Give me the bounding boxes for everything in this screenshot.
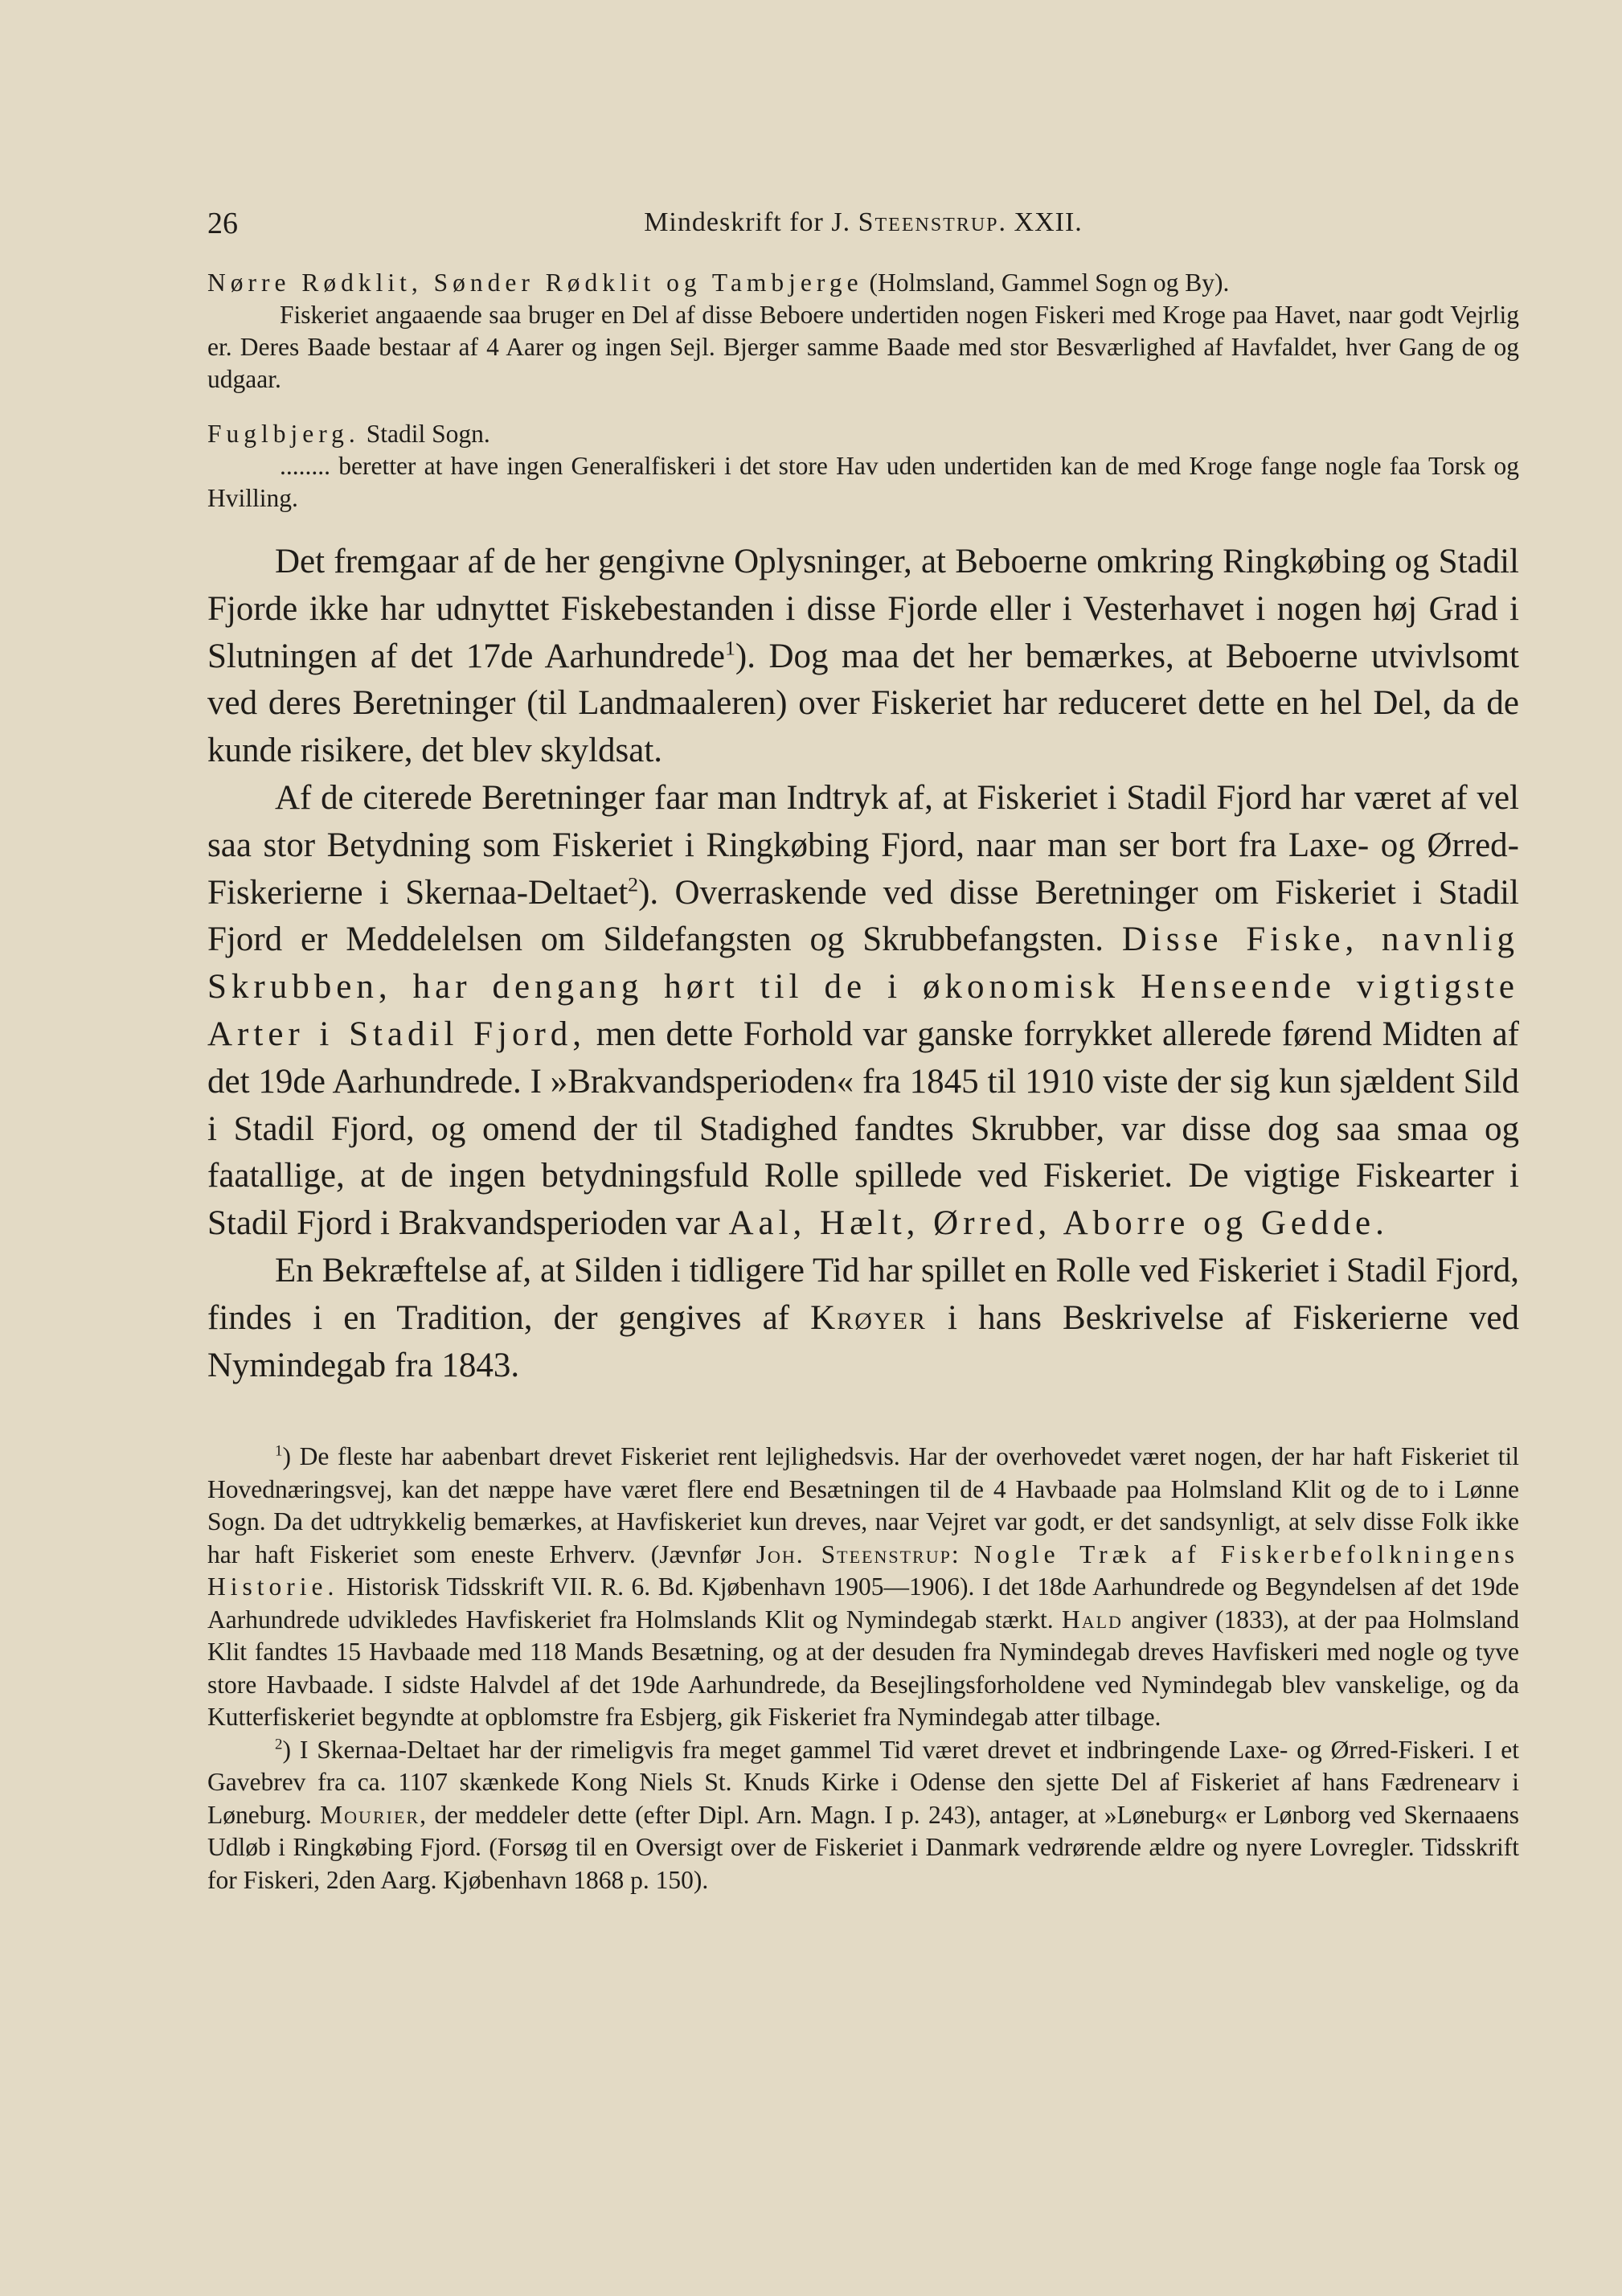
text-run: ) De fleste har aabenbart drevet Fiskeriet rent lejlighedsvis. Har der overhovedet været nogen, der har haft Fiskeriet til Hovednæringsvej, kan det næppe have været flere end Besætningen til de 4 Havbaade paa Holmsland Klit og de to i Lønne Sogn. Da det udtrykkelig bemærkes, at Havfiskeriet kun dreves, naar Vejret var godt, er det sandsynligt, at selv disse Folk ikke har haft Fiskeriet som eneste Erhverv. (Jævnfør bbox=[207, 1442, 1519, 1568]
source-entry-heading bbox=[207, 267, 1519, 299]
paragraph bbox=[207, 539, 1519, 775]
footnote-ref: 1 bbox=[724, 636, 735, 660]
page-number: 26 bbox=[207, 207, 238, 240]
source-quotations bbox=[207, 267, 1519, 515]
text-run: , der meddeler dette (efter Dipl. Arn. Magn. I p. 243), antager, at »Løneburg« er Lønborg ved Skernaaens Udløb i Ringkøbing Fjord. (Forsøg til en Oversigt over de Fiskeriet i Danmark vedrørende ældre og nyere Lovregler. Tidsskrift for Fiskeri, 2den Aarg. Kjøbenhavn 1868 p. 150). bbox=[207, 1800, 1519, 1894]
source-entry-text: ........ beretter at have ingen Generalfiskeri i det store Hav uden undertiden kan de med Kroge fange nogle faa Torsk og Hvilling. bbox=[207, 452, 1519, 512]
text-run: Historisk Tidsskrift VII. R. 6. Bd. Kjøbenhavn 1905—1906). I det 18de Aarhundrede og Begyndelsen af det 19de Aarhundrede udvikledes Havfiskeriet fra Holmslands Klit og Nymindegab stærkt. bbox=[207, 1572, 1519, 1634]
spaced-emphasis: Aal, Hælt, Ørred, Aborre og Gedde. bbox=[728, 1204, 1389, 1243]
spaced-emphasis: Disse Fiske, navnlig Skrubben, har dengang hørt til de i økonomisk Henseende vigtigste Arter i Stadil Fjord, bbox=[207, 920, 1520, 1053]
running-head bbox=[207, 206, 1519, 246]
source-entry-text: Fiskeriet angaaende saa bruger en Del af disse Beboere undertiden nogen Fiskeri med Kroge paa Havet, naar godt Vejrlig er. Deres Baade bestaar af 4 Aarer og ingen Sejl. Bjerger samme Baade med stor Besværlighed af Havfaldet, hver Gang de og udgaar. bbox=[207, 301, 1519, 393]
source-place-spaced: Fuglbjerg. bbox=[207, 420, 360, 448]
source-parish: Stadil Sogn. bbox=[359, 420, 490, 448]
source-entry-heading bbox=[207, 418, 1519, 450]
author-name: Hald bbox=[1061, 1605, 1123, 1634]
running-title-volume: . XXII. bbox=[998, 207, 1083, 237]
text-run: angiver (1833), at der paa Holmsland Klit fandtes 15 Havbaade med 118 Mands Besætning, og at der desuden fra Nymindegab dreves Havfiskeri med nogle og tyve store Havbaade. I sidste Halvdel af det 19de Aarhundrede, da Besejlingsforholdene ved Nymindegab blev vanskelige, og da Kutterfiskeriet begyndte at opblomstre fra Esbjerg, gik Fiskeriet fra Nymindegab atter tilbage. bbox=[207, 1605, 1520, 1731]
footnote-mark: 1 bbox=[275, 1442, 283, 1460]
paragraph bbox=[207, 1248, 1519, 1389]
body-text bbox=[207, 539, 1519, 1389]
text-run: : bbox=[951, 1540, 974, 1568]
footnote bbox=[207, 1441, 1519, 1734]
author-name: Joh. Steenstrup bbox=[756, 1540, 952, 1568]
text-run: men dette Forhold var ganske forrykket allerede førend Midten af det 19de Aarhundrede. I »Brakvandsperioden« fra 1845 til 1910 viste der sig kun sjældent Sild i Stadil Fjord, og omend der til Stadighed fandtes Skrubber, var disse dog saa smaa og faatallige, at de ingen betydningsfuld Rolle spillede ved Fiskeriet. De vigtige Fiskearter i Stadil Fjord i Brakvandsperioden var bbox=[207, 1015, 1519, 1243]
text-run: ). Dog maa det her bemærkes, at Beboerne utvivlsomt ved deres Beretninger (til Landmaaleren) over Fiskeriet har reduceret dette en hel Del, da de kunde risikere, det blev skyldsat. bbox=[207, 637, 1519, 770]
footnote-ref: 2 bbox=[628, 872, 639, 896]
footnotes bbox=[207, 1441, 1519, 1896]
text-run: En Bekræftelse af, at Silden i tidligere Tid har spillet en Rolle ved Fiskeriet i Stadil Fjord, findes i en Tradition, der gengives af bbox=[207, 1251, 1519, 1337]
paragraph bbox=[207, 775, 1519, 1248]
running-title bbox=[207, 207, 1519, 238]
text-run: i hans Beskrivelse af Fiskerierne ved Nymindegab fra 1843. bbox=[207, 1298, 1519, 1384]
author-name: Mourier bbox=[320, 1800, 420, 1829]
source-place-spaced: Nørre Rødklit, Sønder Rødklit og Tambjerge bbox=[207, 269, 863, 297]
footnote bbox=[207, 1734, 1519, 1897]
footnote-mark: 2 bbox=[275, 1736, 283, 1753]
running-title-author: Steenstrup bbox=[858, 207, 999, 237]
text-run: Af de citerede Beretninger faar man Indtryk af, at Fiskeriet i Stadil Fjord har været af vel saa stor Betydning som Fiskeriet i Ringkøbing Fjord, naar man ser bort fra Laxe- og Ørred-Fiskerierne i Skernaa-Deltaet bbox=[207, 778, 1519, 912]
text-run: Det fremgaar af de her gengivne Oplysninger, at Beboerne omkring Ringkøbing og Stadil Fjorde ikke har udnyttet Fiskebestanden i disse Fjorde eller i Vesterhavet i nogen høj Grad i Slutningen af det 17de Aarhundrede bbox=[207, 543, 1519, 675]
spaced-emphasis: Nogle Træk af Fiskerbefolkningens Historie. bbox=[207, 1540, 1519, 1601]
source-parish: (Holmsland, Gammel Sogn og By). bbox=[862, 269, 1230, 297]
text-run: ) I Skernaa-Deltaet har der rimeligvis fra meget gammel Tid været drevet et indbringende Laxe- og Ørred-Fiskeri. I et Gavebrev fra ca. 1107 skænkede Kong Niels St. Knuds Kirke i Odense den sjette Del af Fiskeriet af hans Fædrenearv i Løneburg. bbox=[207, 1735, 1519, 1829]
author-name: Krøyer bbox=[810, 1298, 927, 1337]
running-title-text: Mindeskrift for J. bbox=[644, 207, 858, 237]
text-run: ). Overraskende ved disse Beretninger om Fiskeriet i Stadil Fjord er Meddelelsen om Sildefangsten og Skrubbefangsten. bbox=[207, 873, 1519, 959]
